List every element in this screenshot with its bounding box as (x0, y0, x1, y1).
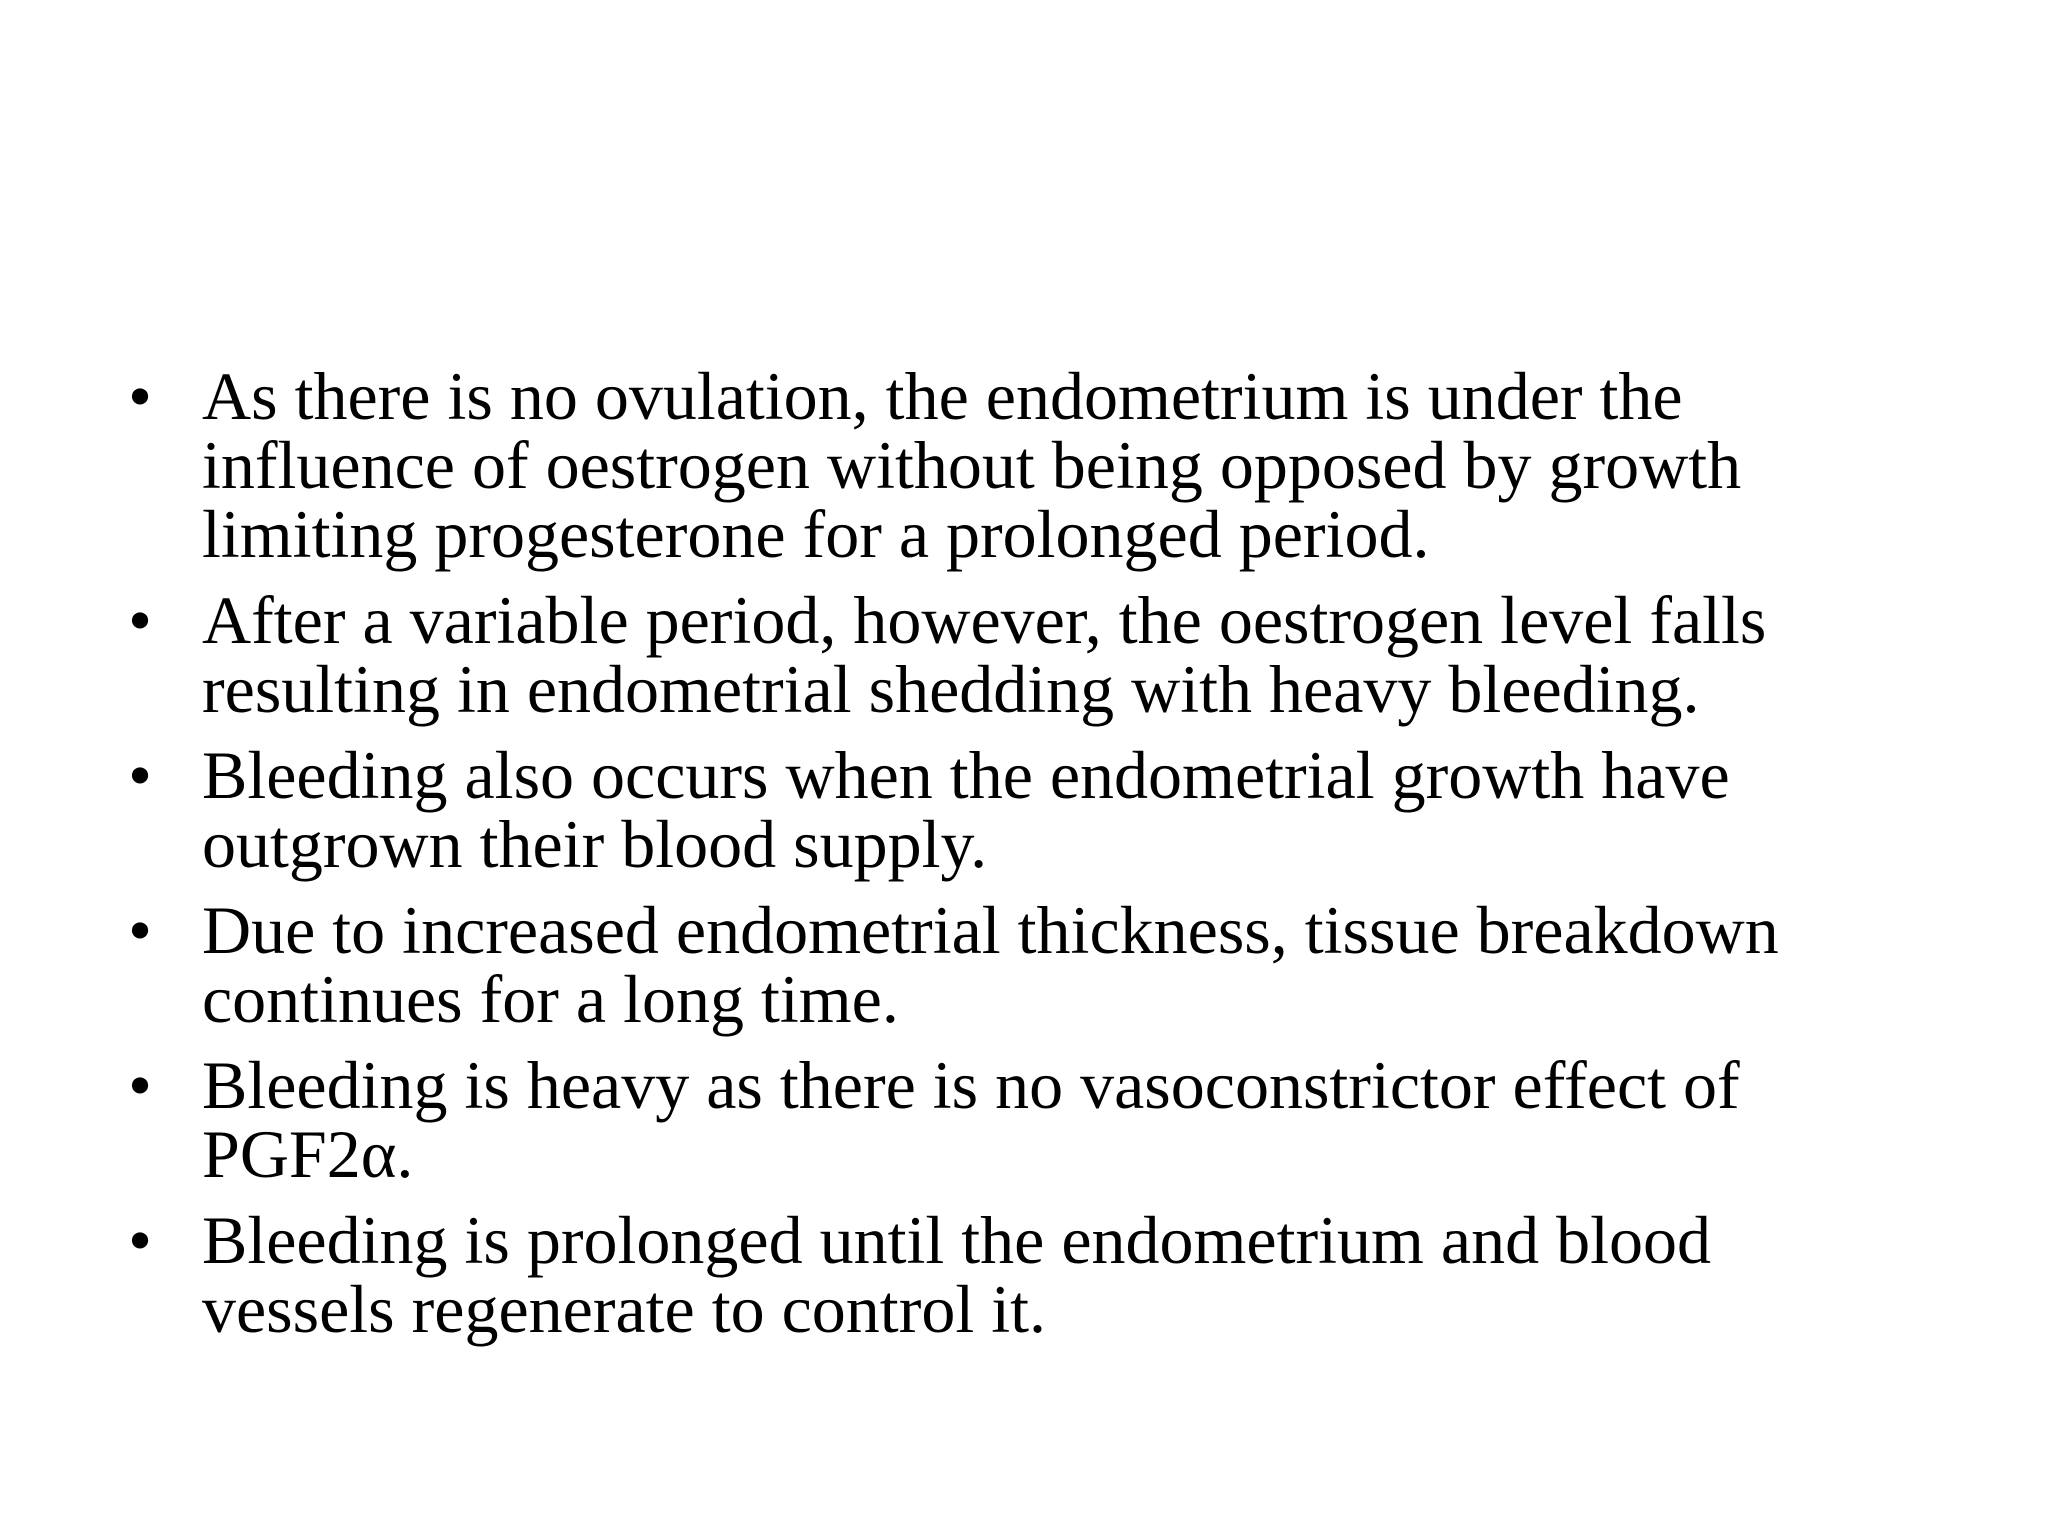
bullet-item-thickness (120, 892, 1900, 1037)
bullet-text: Bleeding also occurs when the endometrial growth have outgrown their blood supply. (202, 737, 1730, 882)
bullet-item-oestrogen-fall (120, 582, 1900, 727)
bullet-text: Due to increased endometrial thickness, tissue breakdown continues for a long time. (202, 892, 1779, 1037)
bullet-icon: • (128, 892, 152, 968)
bullet-item-regeneration (120, 1202, 1900, 1347)
bullet-text: Bleeding is prolonged until the endometrium and blood vessels regenerate to control it. (202, 1202, 1711, 1347)
bullet-icon: • (128, 1202, 152, 1278)
bullet-item-ovulation (120, 358, 1900, 572)
bullet-icon: • (128, 1047, 152, 1123)
bullet-list (120, 358, 1900, 1361)
bullet-item-vasoconstrictor (120, 1047, 1900, 1192)
bullet-item-blood-supply (120, 737, 1900, 882)
bullet-text: As there is no ovulation, the endometrium is under the influence of oestrogen without being opposed by growth limiting progesterone for a prolonged period. (202, 358, 1742, 572)
bullet-icon: • (128, 358, 152, 434)
bullet-icon: • (128, 582, 152, 658)
bullet-icon: • (128, 737, 152, 813)
bullet-text: After a variable period, however, the oestrogen level falls resulting in endometrial shedding with heavy bleeding. (202, 582, 1767, 727)
bullet-text: Bleeding is heavy as there is no vasoconstrictor effect of PGF2α. (202, 1047, 1740, 1192)
